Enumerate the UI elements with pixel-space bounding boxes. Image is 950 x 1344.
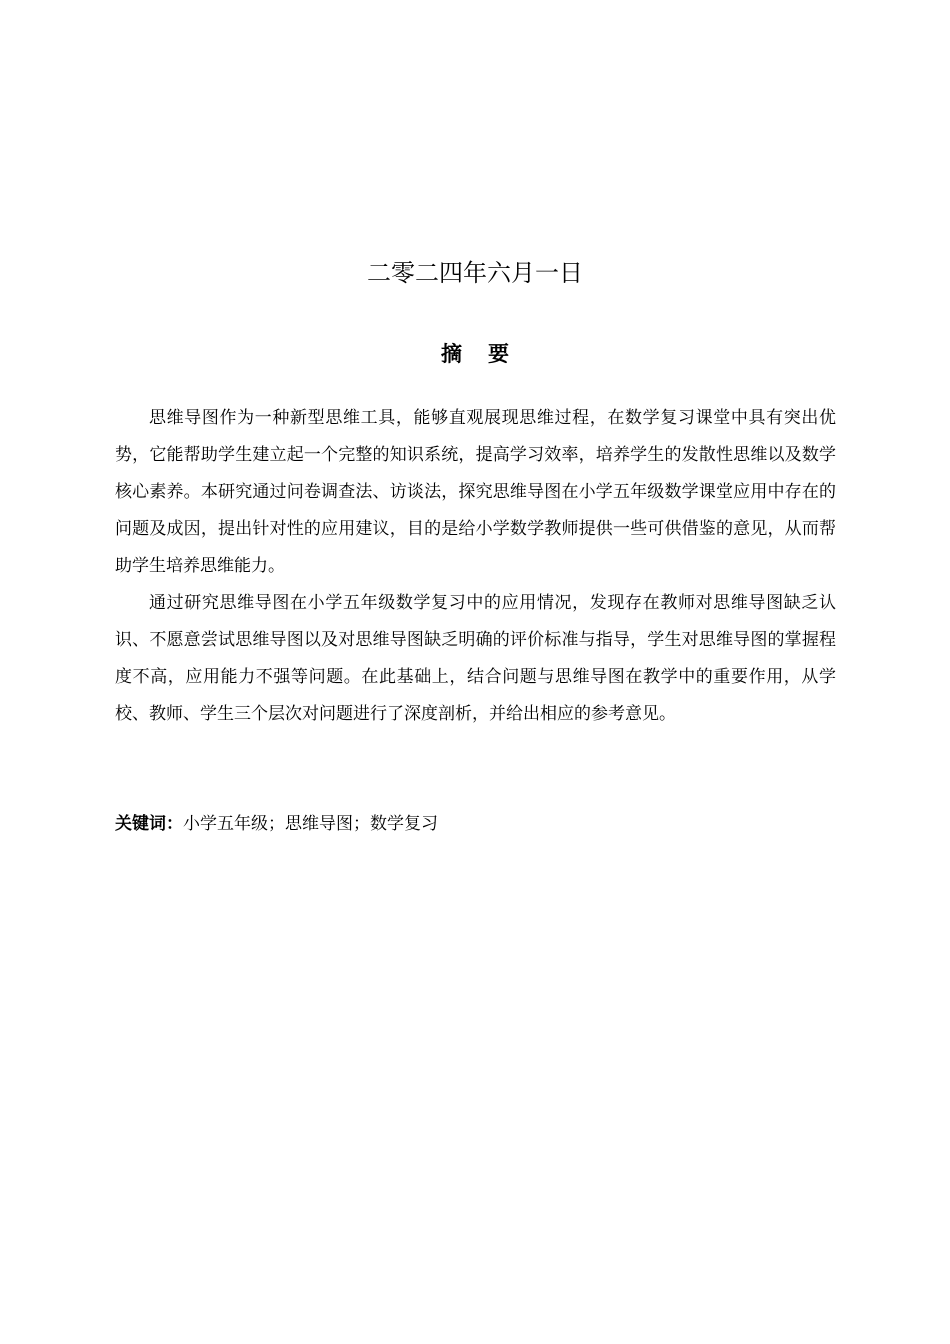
keywords-label: 关键词： [115, 814, 183, 834]
abstract-paragraph-1: 思维导图作为一种新型思维工具，能够直观展现思维过程，在数学复习课堂中具有突出优势，它能帮助学生建立起一个完整的知识系统，提高学习效率，培养学生的发散性思维以及数学核心素养。本研究通过问卷调查法、访谈法，探究思维导图在小学五年级数学课堂应用中存在的问题及成因，提出针对性的应用建议，目的是给小学数学教师提供一些可供借鉴的意见，从而帮助学生培养思维能力。 [115, 408, 836, 576]
abstract-title-char-2: 要 [488, 342, 509, 366]
abstract-title [0, 338, 950, 370]
keywords-value: 小学五年级；思维导图；数学复习 [183, 814, 438, 834]
abstract-title-char-1: 摘 [441, 342, 462, 366]
abstract-paragraph-2: 通过研究思维导图在小学五年级数学复习中的应用情况，发现存在教师对思维导图缺乏认识、不愿意尝试思维导图以及对思维导图缺乏明确的评价标准与指导，学生对思维导图的掌握程度不高，应用能力不强等问题。在此基础上，结合问题与思维导图在教学中的重要作用，从学校、教师、学生三个层次对问题进行了深度剖析，并给出相应的参考意见。 [115, 593, 836, 724]
abstract-body [115, 400, 836, 733]
date-line: 二零二四年六月一日 [367, 259, 583, 287]
keywords-line [115, 810, 836, 838]
